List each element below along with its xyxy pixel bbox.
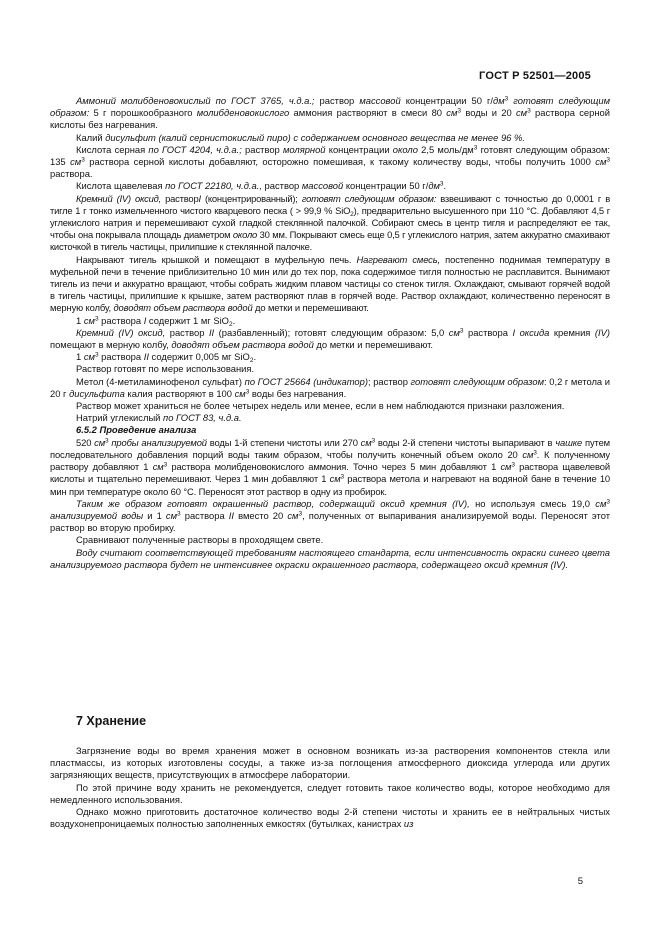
- paragraph-solution-2-content: 1 $см^3$ раствора II содержит 0,005 мг SiO$_2$.: [76, 351, 257, 365]
- paragraph-storage-containers: Однако можно приготовить достаточное количество воды 2-й степени чистоты и хранить ее в нейтральных чистых воздухонепроницаемых полностью заполненных емкостях (бутылках, канистрах из: [50, 806, 610, 830]
- paragraph-sulfuric-acid: Кислота серная по ГОСТ 4204, ч.д.а.; раствор молярной концентрации около 2,5 моль/$дм^3$ готовят следующим образом: 135 $см^3$ раствора серной кислоты добавляют, осторожно помешивая, к такому количеству воды, чтобы получить 1000 $см^3$ раствора.: [50, 143, 611, 180]
- body-text: [50, 95, 610, 571]
- paragraph-silicon-oxide-solution-2: Кремний (IV) оксид, раствор II (разбавленный); готовят следующим образом: 5,0 $см^3$ раствора I оксида кремния (IV) помещают в мерную колбу, доводят объем раствора водой до метки и перемешивают.: [50, 326, 610, 351]
- paragraph-metol: Метол (4-метиламинофенол сульфат) по ГОСТ 25664 (индикатор); раствор готовят следующим образом: 0,2 г метола и 20 г дисульфита калия растворяют в 100 $см^3$ воды без нагревания.: [50, 375, 610, 399]
- paragraph-muffle-furnace: Накрывают тигель крышкой и помещают в муфельную печь. Нагревают смесь, постепенно поднимая температуру в муфельной печи в течение приблизительно 10 мин или до тех пор, пока содержимое тигля полностью не расплавится. Вынимают тигель из печи и аккуратно вращают, чтобы собрать жидким плавом частицы со стенок тигля. Охлаждают, смывают горячей водой в тигель частицы, прилипшие к крышке, затем растворяют плав в горячей воде. Раствор охлаждают, количественно переносят в мерную колбу, доводят объем раствора водой до метки и перемешивают.: [50, 253, 610, 314]
- paragraph-silicon-oxide-solution-1: Кремний (IV) оксид, растворI (концентрированный); готовят следующим образом: взвешивают с точностью до 0,0001 г в тигле 1 г тонко измельченного чистого кварцевого песка ( > 99,9 % SiO$_2$), предварительно высушенного при 110 °С. Добавляют 4,5 г углекислого натрия и перемешивают сухой гладкой стеклянной палочкой. Собирают смесь в центр тигля и распределяют ее так, чтобы она покрывала площадь диаметром около 30 мм. Покрывают смесь еще 0,5 г углекислого натрия, затем аккуратно смахивают кисточкой в тигель частицы, прилипшие к стеклянной палочке.: [50, 192, 610, 253]
- paragraph-storage-recommendation: По этой причине воду хранить не рекомендуется, следует готовить такое количество воды, которое необходимо для немедленного использования.: [50, 781, 610, 805]
- paragraph-solution-1-content: 1 $см^3$ раствора I содержит 1 мг SiO$_2$.: [76, 314, 236, 328]
- paragraph-oxalic-acid: Кислота щавелевая по ГОСТ 22180, ч.д.а., раствор массовой концентрации 50 $г/дм^3$.: [76, 180, 447, 192]
- paragraph-potassium-disulfite: Калий дисульфит (калий сернистокислый пиро) с содержанием основного вещества не менее 96 %.: [76, 131, 525, 143]
- page-number: 5: [577, 876, 583, 887]
- paragraph-ammonium-molybdate: Аммоний молибденовокислый по ГОСТ 3765, ч.д.а.; раствор массовой концентрации 50 $г/дм^3$ готовят следующим образом: 5 г порошкообразного молибденовокислого аммония растворяют в смеси 80 $см^3$ воды и 20 $см^3$ раствора серной кислоты без нагревания.: [50, 95, 610, 131]
- subsection-heading: 6.5.2 Проведение анализа: [76, 424, 197, 436]
- paragraph-prepare-as-needed: Раствор готовят по мере использования.: [76, 363, 255, 375]
- paragraph-sodium-carbonate: Натрий углекислый по ГОСТ 83, ч.д.а.: [76, 412, 242, 424]
- document-header: ГОСТ Р 52501—2005: [479, 70, 591, 82]
- paragraph-storage-contamination: Загрязнение воды во время хранения может в основном возникать из-за растворения компонентов стекла или пластмассы, из которых изготовлены сосуды, а также из-за поглощения атмосферного диоксида углерода или других загрязняющих веществ, присутствующих в атмосфере лаборатории.: [50, 745, 610, 781]
- paragraph-colored-solution: Таким же образом готовят окрашенный раствор, содержащий оксид кремния (IV), но используя смесь 19,0 $см^3$ анализируемой воды и 1 $см^3$ раствора II вместо 20 $см^3$, полученных от выпаривания анализируемой воды. Переносят этот раствор во вторую пробирку.: [50, 497, 610, 534]
- paragraph-conclusion: Воду считают соответствующей требованиям настоящего стандарта, если интенсивность окраски синего цвета анализируемого раствора будет не интенсивнее окраски окрашенного раствора, содержащего оксид кремния (IV).: [50, 546, 610, 570]
- section-heading-storage: 7 Хранение: [76, 714, 147, 728]
- paragraph-storage-limit: Раствор может храниться не более четырех недель или менее, если в нем наблюдаются признаки разложения.: [76, 400, 565, 412]
- storage-text: [50, 745, 610, 830]
- paragraph-analysis-procedure: 520 $см^3$ пробы анализируемой воды 1-й степени чистоты или 270 $см^3$ воды 2-й степени чистоты выпаривают в чашке путем последовательного добавления порций воды таким образом, чтобы получить конечный объем около 20 $см^3$. К полученному раствору добавляют 1 $см^3$ раствора молибденовокислого аммония. Точно через 5 мин добавляют 1 $см^3$ раствора щавелевой кислоты и тщательно перемешивают. Через 1 мин добавляют 1 $см^3$ раствора метола и нагревают на водяной бане в течение 10 мин при температуре около 60 °С. Переносят этот раствор в одну из пробирок.: [50, 436, 611, 497]
- paragraph-compare: Сравнивают полученные растворы в проходящем свете.: [76, 534, 324, 546]
